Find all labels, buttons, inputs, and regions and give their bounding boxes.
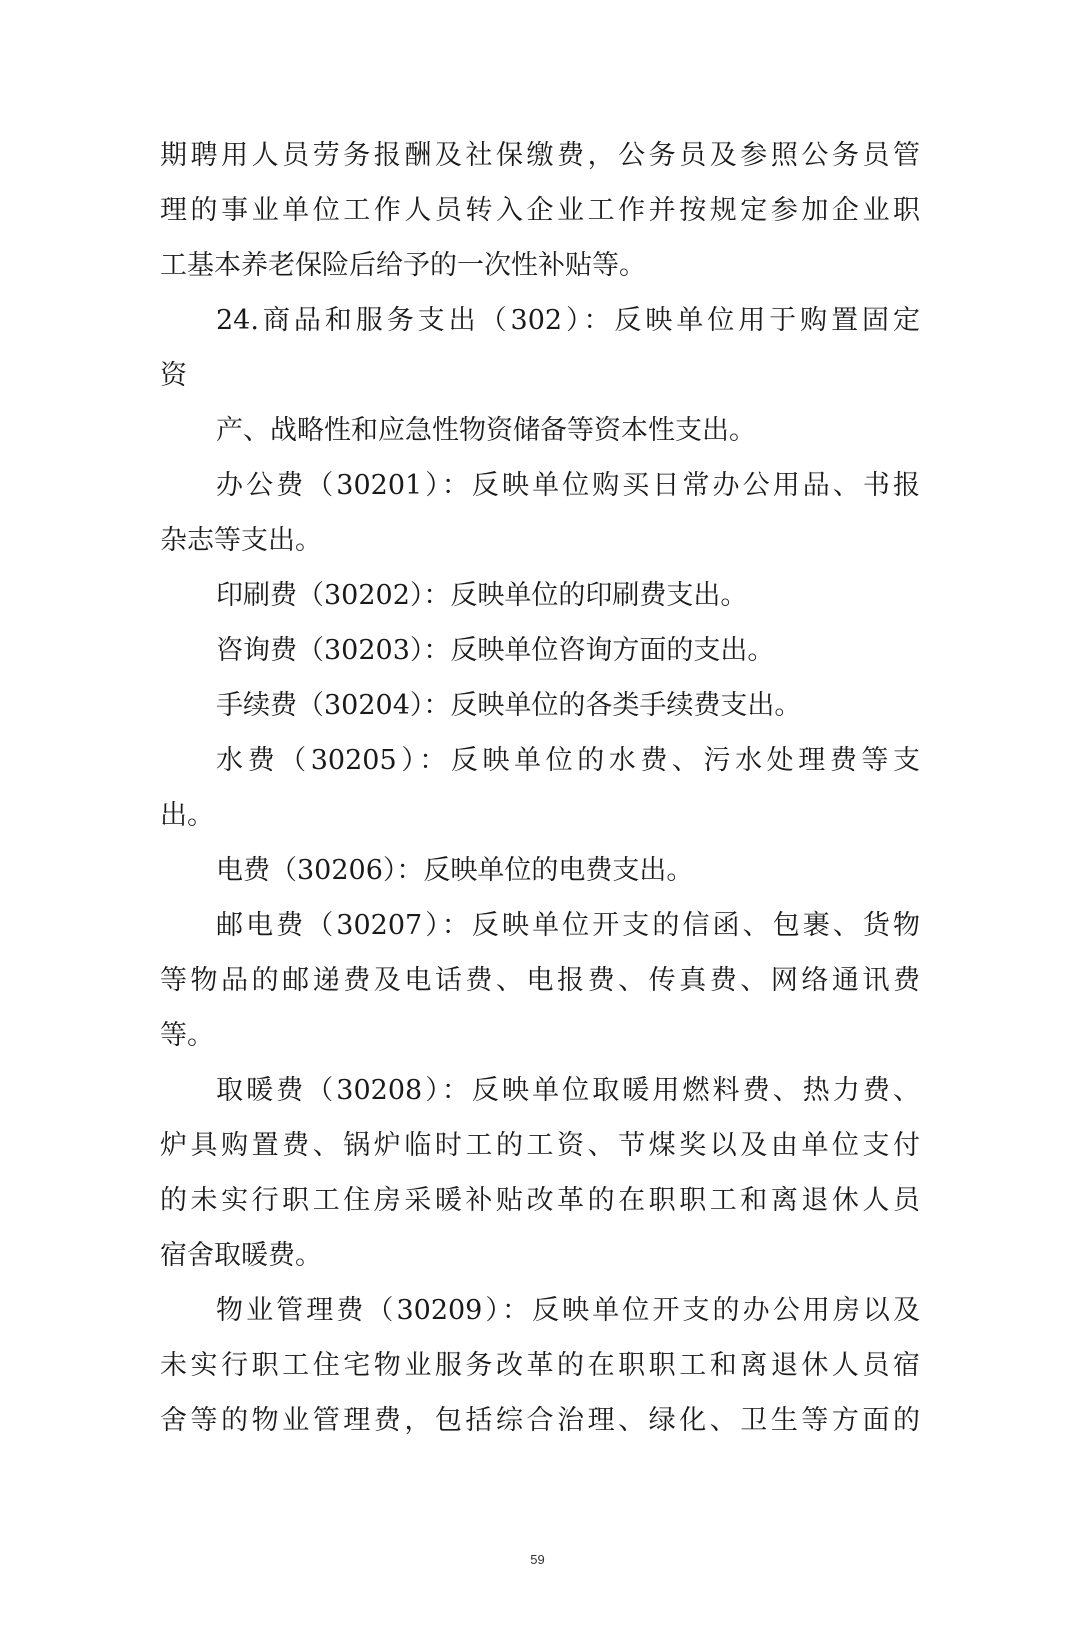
text-line: 工基本养老保险后给予的一次性补贴等。 bbox=[160, 250, 646, 281]
text-line: 等。 bbox=[160, 1020, 214, 1051]
text-line: 手续费（30204）：反映单位的各类手续费支出。 bbox=[216, 690, 802, 721]
text-line: 24.商品和服务支出（302）：反映单位用于购置固定 bbox=[216, 305, 920, 336]
text-line: 宿舍取暖费。 bbox=[160, 1240, 322, 1271]
document-body bbox=[160, 128, 920, 1448]
text-line: 未实行职工住宅物业服务改革的在职职工和离退休人员宿 bbox=[160, 1350, 920, 1381]
text-line: 咨询费（30203）：反映单位咨询方面的支出。 bbox=[216, 635, 775, 666]
text-line: 取暖费（30208）：反映单位取暖用燃料费、热力费、 bbox=[216, 1075, 920, 1106]
text-line: 邮电费（30207）：反映单位开支的信函、包裹、货物 bbox=[216, 910, 920, 941]
text-line: 出。 bbox=[160, 800, 214, 831]
text-line: 资 bbox=[160, 360, 187, 391]
text-line: 办公费（30201）：反映单位购买日常办公用品、书报 bbox=[216, 470, 920, 501]
text-line: 产、战略性和应急性物资储备等资本性支出。 bbox=[216, 415, 756, 446]
text-line: 的未实行职工住房采暖补贴改革的在职职工和离退休人员 bbox=[160, 1185, 920, 1216]
text-line: 理的事业单位工作人员转入企业工作并按规定参加企业职 bbox=[160, 195, 920, 226]
text-line: 杂志等支出。 bbox=[160, 525, 322, 556]
text-line: 印刷费（30202）：反映单位的印刷费支出。 bbox=[216, 580, 748, 611]
text-line: 水费（30205）：反映单位的水费、污水处理费等支 bbox=[216, 745, 920, 776]
text-line: 电费（30206）：反映单位的电费支出。 bbox=[216, 855, 694, 886]
page-number: 59 bbox=[530, 1552, 545, 1567]
text-line: 等物品的邮递费及电话费、电报费、传真费、网络通讯费 bbox=[160, 965, 920, 996]
text-line: 舍等的物业管理费，包括综合治理、绿化、卫生等方面的 bbox=[160, 1405, 920, 1436]
text-line: 期聘用人员劳务报酬及社保缴费，公务员及参照公务员管 bbox=[160, 140, 920, 171]
text-line: 物业管理费（30209）：反映单位开支的办公用房以及 bbox=[216, 1295, 920, 1326]
text-line: 炉具购置费、锅炉临时工的工资、节煤奖以及由单位支付 bbox=[160, 1130, 920, 1161]
